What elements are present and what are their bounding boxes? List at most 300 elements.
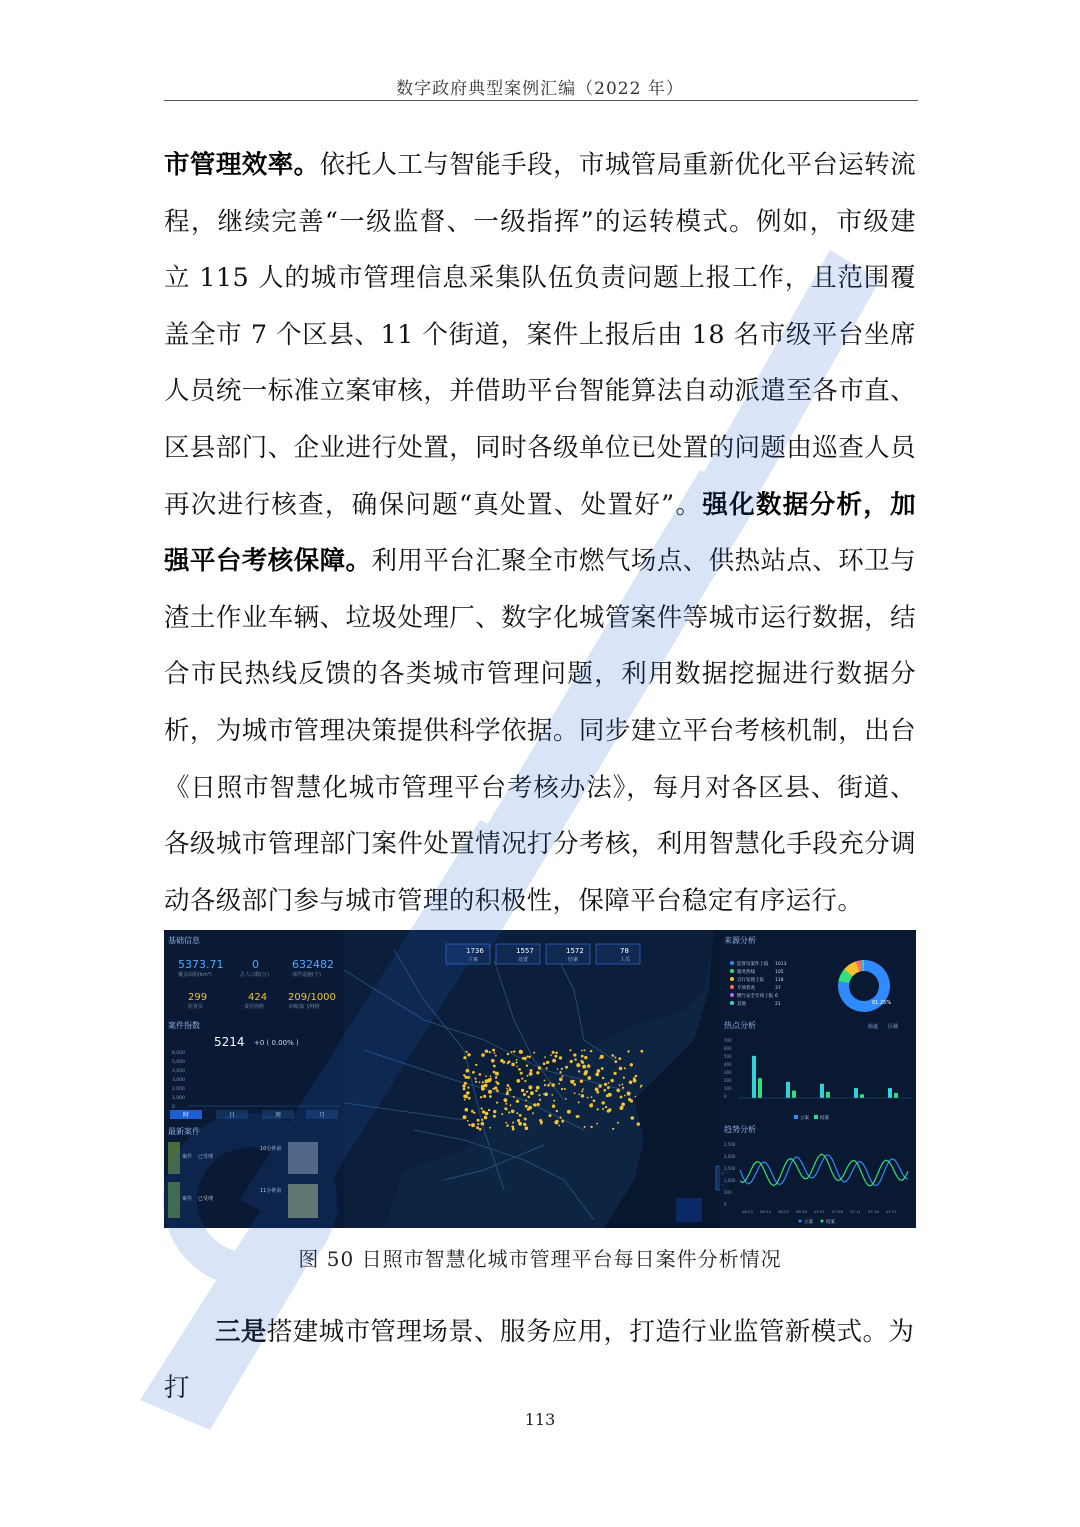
case-status: 已受理 xyxy=(198,1154,214,1160)
case-dot xyxy=(535,1090,537,1092)
case-dot xyxy=(602,1077,604,1079)
case-dot xyxy=(561,1068,563,1070)
stat-label: 部件设施(个) xyxy=(292,972,321,978)
case-dot xyxy=(513,1096,515,1098)
case-dot xyxy=(495,1076,498,1079)
date-label: 06.25 xyxy=(778,1209,789,1214)
hotspot-legend-item: 立案 xyxy=(800,1116,809,1121)
case-dot xyxy=(583,1049,585,1051)
date-label: 07.01 xyxy=(814,1209,825,1214)
case-dot xyxy=(616,1089,620,1093)
case-dot xyxy=(533,1103,536,1106)
case-dot xyxy=(597,1069,601,1073)
case-dot xyxy=(508,1111,510,1113)
case-dot xyxy=(481,1087,485,1091)
case-dot xyxy=(554,1055,557,1058)
case-dot xyxy=(524,1057,527,1060)
case-dot xyxy=(551,1083,555,1087)
case-dot xyxy=(611,1054,614,1057)
date-label: 06.24 xyxy=(760,1209,771,1214)
case-dot xyxy=(471,1110,474,1113)
trend-analysis-title: 趋势分析 xyxy=(724,1125,756,1134)
case-dot xyxy=(621,1106,623,1108)
case-dot xyxy=(562,1075,564,1077)
tick-label: 5,000 xyxy=(172,1060,185,1065)
case-dot xyxy=(612,1128,614,1130)
case-dot xyxy=(487,1079,491,1083)
tab-label: 周 xyxy=(275,1112,282,1119)
hotspot-bar xyxy=(894,1093,898,1098)
case-dot xyxy=(516,1062,518,1064)
case-dot xyxy=(597,1108,599,1110)
case-dot xyxy=(621,1084,623,1086)
case-dot xyxy=(504,1098,508,1102)
case-dot xyxy=(554,1120,558,1124)
case-dot xyxy=(528,1106,532,1110)
hotspot-bar xyxy=(758,1078,762,1098)
case-dot xyxy=(506,1088,508,1090)
case-dot xyxy=(576,1063,580,1067)
case-dot xyxy=(587,1097,589,1099)
case-dot xyxy=(480,1096,482,1098)
case-dot xyxy=(467,1053,470,1056)
stat-value: 632482 xyxy=(292,958,334,971)
case-dot xyxy=(582,1088,584,1090)
case-dot xyxy=(494,1086,497,1089)
case-dot xyxy=(520,1072,523,1075)
case-dot xyxy=(608,1093,612,1097)
case-dot xyxy=(477,1120,479,1122)
case-dot xyxy=(543,1093,545,1095)
case-dot xyxy=(573,1083,576,1086)
legend-value: 21 xyxy=(775,1002,781,1007)
tick-label: 6,000 xyxy=(172,1051,185,1056)
case-photo xyxy=(288,1142,318,1174)
tick-label: 2,500 xyxy=(724,1142,736,1147)
case-dot xyxy=(576,1115,579,1118)
case-dot xyxy=(555,1052,558,1055)
case-dot xyxy=(619,1084,621,1086)
hotspot-analysis-title: 热点分析 xyxy=(724,1021,756,1030)
tick-label: 2,000 xyxy=(724,1154,736,1159)
page-header-title: 数字政府典型案例汇编（2022 年） xyxy=(396,79,684,99)
paragraph-text-2: 利用平台汇聚全市燃气场点、供热站点、环卫与渣土作业车辆、垃圾处理厂、数字化城管案件等城市运行数据，结合市民热线反馈的各类城市管理问题，利用数据挖掘进行数据分析，为城市管理决策提供科学依据。同步建立平台考核机制，出台《日照市智慧化城市管理平台考核办法》，每月对各区县、街道、各级城市管理部门案件处置情况打分考核，利用智慧化手段充分调动各级部门参与城市管理的积极性，保障平台稳定有序运行。 xyxy=(164,546,917,916)
basic-info-title: 基础信息 xyxy=(168,936,200,945)
case-index-change: +0 ( 0.00% ) xyxy=(254,1039,299,1047)
case-dot xyxy=(544,1056,546,1058)
case-dot xyxy=(559,1078,563,1082)
case-dot xyxy=(505,1122,507,1124)
case-dot xyxy=(573,1053,576,1056)
case-dot xyxy=(543,1062,546,1065)
case-dot xyxy=(483,1095,486,1098)
case-dot xyxy=(579,1094,581,1096)
case-dot xyxy=(517,1119,520,1122)
case-dot xyxy=(578,1070,580,1072)
latest-cases-title: 最新案件 xyxy=(168,1127,200,1136)
case-dot xyxy=(565,1098,567,1100)
case-dot xyxy=(560,1116,562,1118)
dashboard-graphic xyxy=(164,930,916,1228)
case-dot xyxy=(538,1094,540,1096)
case-dot xyxy=(591,1103,593,1105)
case-photo xyxy=(288,1184,318,1218)
case-dot xyxy=(526,1091,528,1093)
paragraph-text-3: 搭建城市管理场景、服务应用，打造行业监管新模式。为打 xyxy=(164,1317,915,1403)
case-dot xyxy=(546,1061,549,1064)
case-status: 已受理 xyxy=(198,1196,214,1202)
case-dot xyxy=(569,1049,571,1051)
case-dot xyxy=(479,1073,482,1076)
case-dot xyxy=(602,1108,604,1110)
tick-label: 300 xyxy=(724,1070,732,1075)
case-dot xyxy=(485,1075,487,1077)
tab-label: 月 xyxy=(319,1112,326,1119)
case-dot xyxy=(479,1081,481,1083)
hotspot-legend-item: 结案 xyxy=(820,1116,829,1121)
case-dot xyxy=(533,1052,535,1054)
case-dot xyxy=(581,1050,583,1052)
trend-legend-item: 立案 xyxy=(804,1220,813,1225)
case-dot xyxy=(512,1122,514,1124)
case-dot xyxy=(516,1112,518,1114)
counter-label: 立案 xyxy=(468,957,479,963)
case-index-title: 案件指数 xyxy=(168,1021,200,1030)
stat-value: 5373.71 xyxy=(178,958,224,971)
case-dot xyxy=(489,1127,491,1129)
tick-label: 400 xyxy=(724,1062,732,1067)
tick-label: 500 xyxy=(724,1190,732,1195)
trend-legend-item: 结案 xyxy=(826,1220,835,1225)
tick-label: 500 xyxy=(724,1054,732,1059)
case-dot xyxy=(489,1095,492,1098)
case-dot xyxy=(629,1081,633,1085)
date-label: 07.11 xyxy=(850,1209,861,1214)
stat-label: 总人口数(万) xyxy=(240,972,269,978)
case-dot xyxy=(614,1057,616,1059)
legend-item: 专项普查 xyxy=(737,986,755,991)
case-dot xyxy=(471,1123,475,1127)
case-dot xyxy=(484,1116,488,1120)
case-dot xyxy=(524,1118,527,1121)
case-dot xyxy=(596,1123,598,1125)
case-dot xyxy=(465,1108,469,1112)
case-dot xyxy=(526,1065,528,1067)
case-time: 10分钟前 xyxy=(260,1146,282,1152)
legend-item: 监督员案件上报 xyxy=(737,962,769,967)
case-dot xyxy=(630,1063,633,1066)
bold-phrase-third: 三是 xyxy=(215,1317,267,1347)
case-dot xyxy=(467,1120,469,1122)
counter-value: 78 xyxy=(620,947,629,955)
hotspot-bar xyxy=(854,1088,858,1098)
tick-label: 1,500 xyxy=(724,1166,736,1171)
case-dot xyxy=(544,1092,548,1096)
case-dot xyxy=(635,1096,637,1098)
case-dot xyxy=(640,1050,643,1053)
case-dot xyxy=(559,1071,561,1073)
bold-phrase-efficiency: 市管理效率。 xyxy=(164,150,320,180)
case-dot xyxy=(578,1101,580,1103)
counter-label: 人员 xyxy=(620,957,631,963)
case-dot xyxy=(605,1106,607,1108)
case-dot xyxy=(491,1059,495,1063)
case-dot xyxy=(622,1087,624,1089)
case-dot xyxy=(590,1126,592,1128)
counter-value: 1557 xyxy=(516,947,534,955)
case-dot xyxy=(516,1066,518,1068)
trend-dates xyxy=(742,1209,897,1214)
hotspot-bar xyxy=(752,1056,756,1098)
case-dot xyxy=(582,1065,586,1069)
case-dot xyxy=(473,1112,475,1114)
case-dot xyxy=(617,1122,619,1124)
tab-label: 日 xyxy=(229,1112,236,1119)
figure-caption: 图 50 日照市智慧化城市管理平台每日案件分析情况 xyxy=(298,1247,782,1271)
case-dot xyxy=(570,1060,573,1063)
case-dot xyxy=(464,1099,466,1101)
case-dot xyxy=(467,1086,469,1088)
case-dot xyxy=(488,1090,492,1094)
case-dot xyxy=(587,1064,590,1067)
tick-label: 0 xyxy=(724,1202,727,1207)
case-dot xyxy=(493,1110,496,1113)
case-dot xyxy=(624,1095,626,1097)
case-dot xyxy=(516,1059,518,1061)
case-dot xyxy=(481,1053,485,1057)
case-dot xyxy=(511,1051,513,1053)
legend-value: 105 xyxy=(775,970,784,975)
body-paragraph-2 xyxy=(164,1304,916,1416)
legend-value: 37 xyxy=(775,986,781,991)
case-dot xyxy=(524,1080,526,1082)
case-dot xyxy=(493,1071,496,1074)
case-dot xyxy=(506,1092,509,1095)
tick-label: 4,000 xyxy=(172,1069,185,1074)
case-dot xyxy=(495,1072,499,1076)
case-dot xyxy=(463,1056,466,1059)
case-index-value: 5214 xyxy=(214,1035,245,1049)
case-dot xyxy=(511,1110,515,1114)
date-label: 07.16 xyxy=(868,1209,879,1214)
case-dot xyxy=(521,1089,524,1092)
case-dot xyxy=(518,1068,521,1071)
case-dot xyxy=(549,1082,551,1084)
case-dot xyxy=(584,1056,587,1059)
legend-value: 118 xyxy=(775,978,784,983)
case-dot xyxy=(472,1071,475,1074)
case-dot xyxy=(561,1120,564,1123)
case-dot xyxy=(547,1084,550,1087)
case-dot xyxy=(581,1094,584,1097)
paragraph-text-1: 依托人工与智能手段，市城管局重新优化平台运转流程，继续完善“一级监督、一级指挥”的运转模式。例如，市级建立 115 人的城市管理信息采集队伍负责问题上报工作，且范围覆盖全市 7 个区县、11 个街道，案件上报后由 18 名市级平台坐席人员统一标准立案审核，并借助平台智能算法自动派遣至各市直、区县部门、企业进行处置，同时各级单位已处置的问题由巡查人员再次进行核查，确保问题“真处置、处置好”。 xyxy=(164,150,916,520)
case-dot xyxy=(520,1051,523,1054)
case-dot xyxy=(530,1069,533,1072)
case-dot xyxy=(536,1086,540,1090)
case-dot xyxy=(607,1086,610,1089)
case-dot xyxy=(602,1101,605,1104)
case-dot xyxy=(463,1088,466,1091)
case-dot xyxy=(475,1064,477,1066)
case-dot xyxy=(518,1122,522,1126)
case-dot xyxy=(496,1090,499,1093)
case-dot xyxy=(523,1093,526,1096)
case-dot xyxy=(503,1061,506,1064)
case-dot xyxy=(485,1050,488,1053)
stat-value: 0 xyxy=(252,958,259,971)
case-dot xyxy=(466,1069,470,1073)
case-dot xyxy=(599,1058,601,1060)
case-dot xyxy=(505,1103,507,1105)
case-dot xyxy=(476,1126,479,1129)
case-dot xyxy=(604,1083,607,1086)
case-dot xyxy=(558,1125,560,1127)
legend-item: 服务热线 xyxy=(737,970,755,975)
case-dot xyxy=(630,1099,633,1102)
case-dot xyxy=(495,1055,497,1057)
case-dot xyxy=(466,1051,468,1053)
case-dot xyxy=(511,1063,515,1067)
case-type: 案件 xyxy=(182,1196,193,1202)
case-dot xyxy=(508,1061,511,1064)
hotspot-bar xyxy=(792,1091,796,1098)
map-legend-thumbnail xyxy=(676,1198,702,1222)
source-analysis-title: 来源分析 xyxy=(724,936,756,945)
page-number: 113 xyxy=(524,1410,556,1429)
case-dot xyxy=(631,1116,635,1120)
hotspot-tab-street[interactable]: 街道 xyxy=(868,1024,879,1030)
case-dot xyxy=(552,1059,556,1063)
case-dot xyxy=(512,1128,515,1131)
tick-label: 600 xyxy=(724,1046,732,1051)
case-dot xyxy=(462,1084,465,1087)
case-dot xyxy=(527,1075,529,1077)
case-dot xyxy=(525,1100,527,1102)
case-dot xyxy=(512,1126,515,1129)
case-dot xyxy=(538,1066,541,1069)
counter-label: 结案 xyxy=(568,957,579,963)
case-type: 案件 xyxy=(182,1154,193,1160)
case-dot xyxy=(507,1090,509,1092)
tick-label: 700 xyxy=(724,1038,732,1043)
header-rule xyxy=(164,100,918,101)
stat-label: 监督员 xyxy=(188,1004,204,1010)
tick-label: 2,000 xyxy=(172,1087,185,1092)
case-dot xyxy=(624,1067,626,1069)
case-dot xyxy=(559,1056,562,1059)
case-dot xyxy=(574,1058,576,1060)
counter-label: 处置 xyxy=(518,957,529,963)
case-dot xyxy=(564,1088,566,1090)
case-dot xyxy=(608,1082,610,1084)
hotspot-bar xyxy=(826,1092,830,1098)
counter-value: 1572 xyxy=(566,947,584,955)
case-thumbnail xyxy=(168,1182,180,1218)
case-dot xyxy=(581,1090,583,1092)
stat-label: 市级部门/网格 xyxy=(288,1004,320,1010)
case-dot xyxy=(550,1054,552,1056)
case-dot xyxy=(553,1100,555,1102)
case-dot xyxy=(481,1119,483,1121)
date-label: 06.23 xyxy=(742,1209,753,1214)
case-dot xyxy=(544,1080,546,1082)
case-dot xyxy=(593,1099,596,1102)
case-dot xyxy=(501,1113,503,1115)
case-dot xyxy=(507,1124,509,1126)
case-dot xyxy=(584,1070,588,1074)
case-dot xyxy=(587,1076,591,1080)
case-dot xyxy=(525,1126,529,1130)
case-dot xyxy=(529,1072,533,1076)
case-dot xyxy=(581,1061,584,1064)
stat-label: 覆盖面积(km²) xyxy=(178,972,212,978)
case-dot xyxy=(507,1084,510,1087)
case-dot xyxy=(540,1123,542,1125)
case-dot xyxy=(595,1088,599,1092)
case-dot xyxy=(561,1088,563,1090)
case-dot xyxy=(527,1056,529,1058)
case-dot xyxy=(495,1081,497,1083)
case-dot xyxy=(618,1057,621,1060)
case-dot xyxy=(565,1066,568,1069)
bold-phrase-data-analysis: 强化数据分析，加强平台考核保障。 xyxy=(164,489,916,577)
case-dot xyxy=(552,1105,555,1108)
case-dot xyxy=(493,1115,496,1118)
body-paragraph xyxy=(164,137,916,929)
case-dot xyxy=(494,1052,496,1054)
case-dot xyxy=(532,1112,534,1114)
case-dot xyxy=(573,1080,575,1082)
case-dot xyxy=(591,1096,593,1098)
case-dot xyxy=(468,1098,470,1100)
case-dot xyxy=(620,1096,623,1099)
case-dot xyxy=(635,1075,638,1078)
case-dot xyxy=(604,1089,607,1092)
case-dot xyxy=(509,1088,512,1091)
case-dot xyxy=(466,1091,470,1095)
case-dot xyxy=(465,1076,468,1079)
case-dot xyxy=(627,1091,629,1093)
case-dot xyxy=(557,1068,559,1070)
case-dot xyxy=(614,1060,617,1063)
case-dot xyxy=(619,1067,623,1071)
case-thumbnail xyxy=(168,1142,180,1174)
stat-value: 299 xyxy=(188,992,208,1003)
case-dot xyxy=(556,1110,558,1112)
hotspot-tab-area[interactable]: 区域 xyxy=(888,1024,899,1030)
source-percent: 81.25% xyxy=(872,1000,892,1006)
case-dot xyxy=(537,1103,540,1106)
case-dot xyxy=(525,1105,528,1108)
case-dot xyxy=(513,1050,515,1052)
case-dot xyxy=(490,1075,492,1077)
legend-item: 燃气安全专项上报 xyxy=(737,994,773,999)
case-dot xyxy=(464,1082,467,1085)
case-dot xyxy=(474,1077,476,1079)
legend-item: 其他 xyxy=(737,1002,746,1007)
case-dot xyxy=(637,1122,640,1125)
case-dot xyxy=(528,1085,532,1089)
counter-value: 1736 xyxy=(466,947,484,955)
legend-value: 1013 xyxy=(775,962,787,967)
tick-label: 200 xyxy=(724,1078,732,1083)
case-dot xyxy=(489,1051,491,1053)
stat-value: 209/1000 xyxy=(288,992,336,1003)
date-label: 06.26 xyxy=(796,1209,807,1214)
case-dot xyxy=(493,1065,496,1068)
case-dot xyxy=(611,1079,614,1082)
case-dot xyxy=(477,1123,479,1125)
